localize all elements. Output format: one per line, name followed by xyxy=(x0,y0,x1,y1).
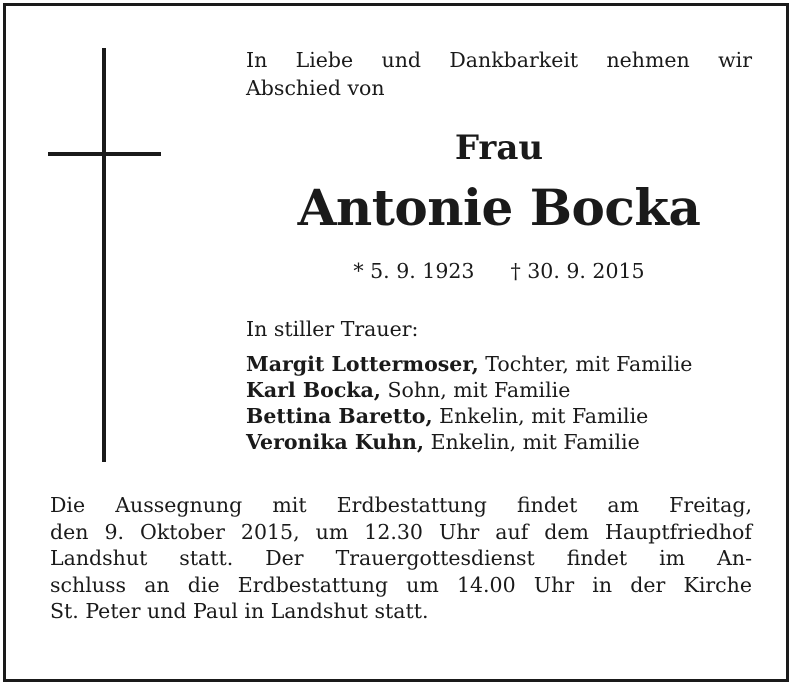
mourning-label: In stiller Trauer: xyxy=(246,317,419,341)
intro-line-1: In Liebe und Dankbarkeit nehmen wir xyxy=(246,48,752,72)
mourner-relation: Tochter, mit Familie xyxy=(478,352,693,376)
intro-text xyxy=(246,46,752,102)
intro-line-2: Abschied von xyxy=(246,76,385,100)
service-line: schluss an die Erdbestattung um 14.00 Uhr in der Kirche xyxy=(50,572,752,597)
mourner-relation: Enkelin, mit Familie xyxy=(432,404,649,428)
mourner-row xyxy=(246,429,766,455)
salutation: Frau xyxy=(454,128,544,168)
mourners-list xyxy=(246,351,766,455)
mourner-relation: Sohn, mit Familie xyxy=(380,378,571,402)
service-line: Die Aussegnung mit Erdbestattung findet am Freitag, xyxy=(50,493,752,517)
obituary-frame xyxy=(3,3,789,682)
mourner-row xyxy=(246,377,766,403)
service-line: den 9. Oktober 2015, um 12.30 Uhr auf dem Hauptfriedhof xyxy=(50,519,752,544)
service-line: Landshut statt. Der Trauergottesdienst findet im An- xyxy=(50,546,752,570)
mourner-name: Karl Bocka, xyxy=(246,378,381,402)
birth-date: * 5. 9. 1923 xyxy=(353,259,475,283)
service-info xyxy=(50,492,752,625)
life-dates xyxy=(246,258,752,284)
deceased-name: Antonie Bocka xyxy=(297,178,701,237)
mourner-name: Veronika Kuhn, xyxy=(246,430,425,454)
mourner-row xyxy=(246,403,766,429)
service-line: St. Peter und Paul in Landshut statt. xyxy=(50,599,429,623)
death-date: † 30. 9. 2015 xyxy=(510,259,645,283)
cross-icon-vertical xyxy=(102,48,106,462)
mourner-relation: Enkelin, mit Familie xyxy=(424,430,640,454)
mourner-row xyxy=(246,351,766,377)
mourner-name: Margit Lottermoser, xyxy=(246,352,479,376)
cross-icon-horizontal xyxy=(48,152,161,156)
mourner-name: Bettina Baretto, xyxy=(246,404,433,428)
